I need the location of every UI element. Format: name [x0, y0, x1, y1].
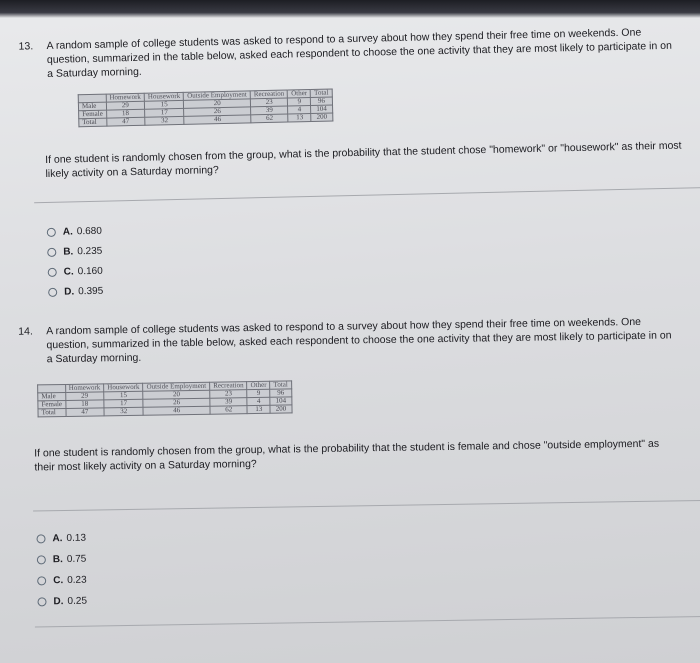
choice-value: 0.235 [77, 245, 103, 258]
table-cell: 23 [250, 98, 288, 107]
choice-value: 0.680 [76, 225, 102, 238]
table-cell: 18 [106, 109, 145, 118]
question-13-prompt: If one student is randomly chosen from the group, what is the probability that the student chose "homework" or "housework" as their most likely activity on a Saturday morning? [45, 139, 682, 181]
table-cell: 23 [210, 390, 247, 399]
table-cell: 20 [184, 99, 251, 109]
screen-top-edge [0, 0, 700, 18]
choice-value: 0.25 [67, 595, 88, 607]
choice-letter: B. [52, 554, 63, 566]
choice-value: 0.395 [78, 285, 104, 298]
choice-value: 0.23 [67, 574, 87, 586]
question-13-table [78, 88, 333, 127]
table-cell: Male [78, 102, 106, 111]
table-cell: 17 [104, 399, 143, 408]
choice-letter: A. [62, 226, 73, 238]
table-cell: Total [79, 118, 107, 127]
radio-button[interactable] [37, 555, 46, 564]
radio-button[interactable] [37, 597, 46, 606]
table-cell: 26 [184, 107, 251, 117]
table-cell: 18 [65, 400, 104, 409]
question-14-number: 14. [18, 325, 33, 338]
table-cell: 15 [144, 100, 183, 109]
table-cell: 104 [311, 105, 332, 113]
choice-c[interactable] [37, 575, 87, 587]
table-cell: 46 [143, 406, 210, 415]
table-cell: 13 [247, 405, 270, 413]
table-cell: 4 [247, 397, 270, 405]
choice-a[interactable] [36, 533, 86, 545]
choice-letter: C. [53, 575, 64, 587]
choice-value: 0.160 [77, 265, 103, 278]
question-14 [0, 304, 700, 608]
table-cell: 96 [270, 389, 291, 397]
table-header: Other [247, 381, 270, 389]
table-header: Total [270, 381, 291, 389]
table-cell: 62 [251, 114, 289, 123]
table-header: Homework [106, 93, 145, 102]
radio-button[interactable] [47, 228, 56, 237]
table-cell: 9 [247, 389, 270, 397]
table-cell: 104 [270, 397, 291, 405]
divider [33, 500, 700, 512]
table-cell: 200 [311, 113, 332, 121]
table-cell: Female [79, 110, 107, 119]
table-cell: Male [38, 392, 66, 400]
table-cell: Total [38, 408, 66, 416]
table-cell: 32 [104, 407, 143, 416]
table-cell: 26 [143, 398, 210, 407]
table-header: Other [288, 89, 311, 98]
radio-button[interactable] [47, 248, 56, 257]
choice-letter: D. [53, 596, 64, 608]
table-cell: 96 [311, 97, 332, 105]
question-14-stem [18, 314, 678, 366]
question-14-prompt: If one student is randomly chosen from the group, what is the probability that the student is female and chose "outside employment" as their most likely activity on a Saturday morning? [34, 437, 660, 474]
question-13-stem [18, 25, 678, 80]
table-cell: 32 [145, 116, 184, 125]
choice-d[interactable] [37, 596, 87, 608]
table-cell: 4 [288, 105, 311, 114]
question-14-stem-text: A random sample of college students was asked to respond to a survey about how they spend their free time on weekends. One question, summarized in the table below, asked each respondent to choose the one activity that they are most likely to participate in on a Saturday morning. [46, 315, 672, 366]
table-header: Housework [144, 92, 183, 101]
table-cell: Female [38, 400, 66, 408]
choice-d[interactable] [48, 286, 103, 298]
choice-value: 0.75 [66, 553, 87, 565]
table-cell: 15 [104, 391, 143, 400]
table-cell: 47 [66, 408, 105, 417]
table-header: Outside Employment [143, 382, 210, 391]
table-cell: 13 [288, 113, 311, 122]
table-header: Homework [65, 384, 104, 393]
table-cell: 62 [210, 406, 247, 415]
table-cell: 47 [106, 117, 145, 126]
table-cell: 46 [184, 115, 251, 125]
choice-value: 0.13 [66, 532, 87, 544]
table-header: Outside Employment [184, 91, 251, 101]
table-header: Total [311, 89, 332, 97]
radio-button[interactable] [37, 576, 46, 585]
table-cell: 29 [65, 392, 104, 401]
radio-button[interactable] [48, 268, 57, 277]
question-13-number: 13. [18, 40, 34, 53]
choice-letter: C. [63, 266, 74, 278]
question-13-stem-text: A random sample of college students was asked to respond to a survey about how they spend their free time on weekends. One question, summarized in the table below, asked each respondent to choose the one activity that they are most likely to participate in on a Saturday morning. [46, 26, 673, 80]
radio-button[interactable] [48, 288, 57, 297]
choice-letter: D. [64, 286, 75, 298]
choice-letter: A. [52, 533, 63, 545]
choice-letter: B. [63, 246, 74, 258]
table-cell: 20 [143, 390, 210, 399]
table-header: Recreation [210, 382, 247, 391]
choice-a[interactable] [47, 226, 102, 238]
table-cell: 39 [210, 398, 247, 407]
table-cell: 29 [106, 101, 145, 110]
divider [35, 616, 700, 628]
table-header: Housework [104, 383, 143, 392]
table-cell: 39 [251, 106, 289, 115]
question-14-table [37, 380, 292, 417]
table-cell: 200 [270, 405, 291, 413]
choice-b[interactable] [47, 246, 102, 258]
table-header: Recreation [250, 90, 288, 99]
table-cell: 9 [288, 97, 311, 106]
choice-c[interactable] [48, 266, 103, 278]
choice-b[interactable] [37, 554, 87, 566]
radio-button[interactable] [36, 534, 45, 543]
table-cell: 17 [145, 108, 184, 117]
divider [34, 187, 700, 203]
